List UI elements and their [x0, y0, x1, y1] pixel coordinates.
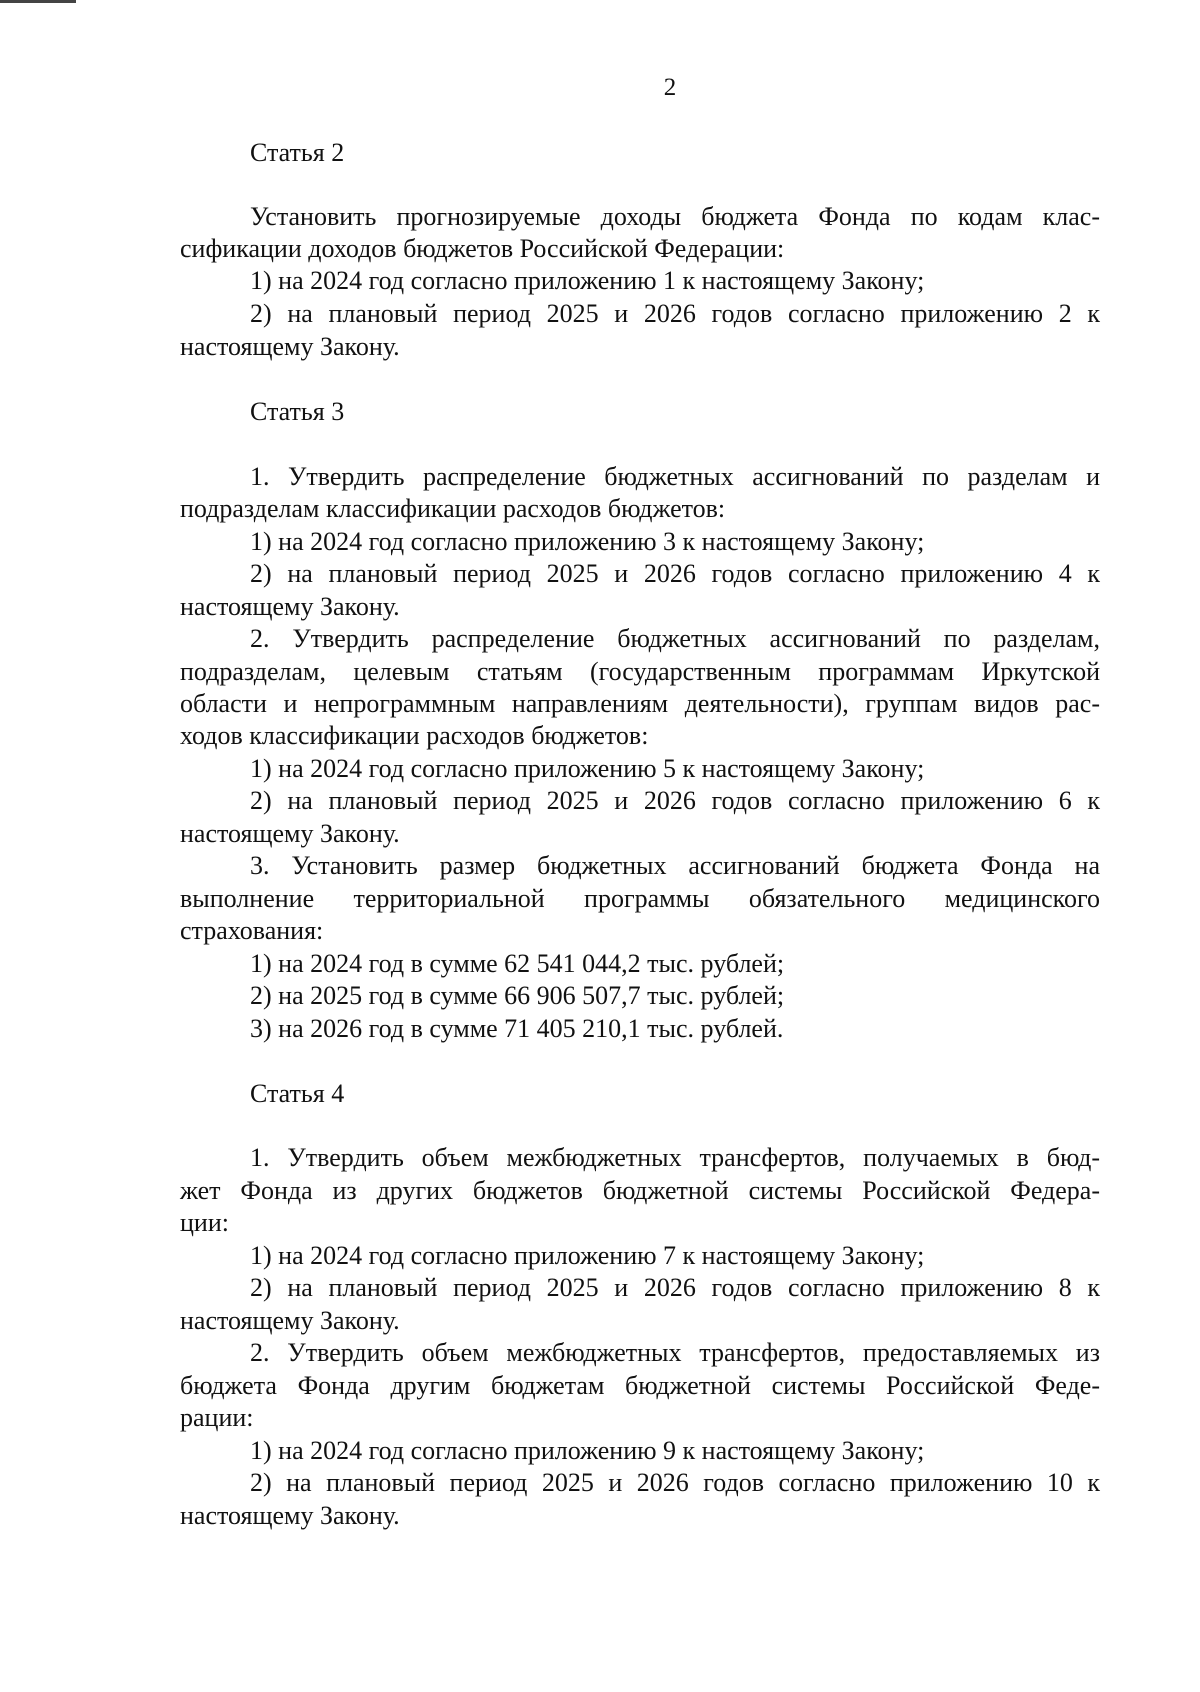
- article-4-line: 2) на плановый период 2025 и 2026 годов согласно приложению 8 к: [250, 1273, 1100, 1302]
- article-3-line: настоящему Закону.: [180, 819, 400, 848]
- article-2-line: 2) на плановый период 2025 и 2026 годов согласно приложению 2 к: [250, 299, 1100, 328]
- article-3-line: 3. Установить размер бюджетных ассигнований бюджета Фонда на: [250, 851, 1100, 880]
- article-4-line: рации:: [180, 1403, 254, 1432]
- article-3-line: 2) на плановый период 2025 и 2026 годов согласно приложению 4 к: [250, 559, 1100, 588]
- article-3-line: 1) на 2024 год согласно приложению 5 к настоящему Закону;: [250, 754, 925, 783]
- article-3-line: 1) на 2024 год в сумме 62 541 044,2 тыс. рублей;: [250, 949, 785, 978]
- article-4-line: 1) на 2024 год согласно приложению 7 к настоящему Закону;: [250, 1241, 925, 1270]
- article-4-line: настоящему Закону.: [180, 1306, 400, 1335]
- article-2-line: Установить прогнозируемые доходы бюджета Фонда по кодам клас-: [250, 202, 1100, 231]
- article-4-line: 2. Утвердить объем межбюджетных трансфертов, предоставляемых из: [250, 1338, 1100, 1367]
- article-3-line: подразделам классификации расходов бюджетов:: [180, 494, 726, 523]
- article-4-line: 1. Утвердить объем межбюджетных трансфертов, получаемых в бюд-: [250, 1143, 1100, 1172]
- article-2-heading: Статья 2: [250, 138, 345, 167]
- article-3-line: 2) на 2025 год в сумме 66 906 507,7 тыс. рублей;: [250, 981, 785, 1010]
- article-3-line: 1) на 2024 год согласно приложению 3 к настоящему Закону;: [250, 527, 925, 556]
- article-3-line: выполнение территориальной программы обязательного медицинского: [180, 884, 1100, 913]
- article-3-heading: Статья 3: [250, 397, 345, 426]
- article-2-line: 1) на 2024 год согласно приложению 1 к настоящему Закону;: [250, 266, 925, 295]
- article-3-line: 1. Утвердить распределение бюджетных ассигнований по разделам и: [250, 462, 1100, 491]
- article-3-line: настоящему Закону.: [180, 592, 400, 621]
- article-4-heading: Статья 4: [250, 1079, 345, 1108]
- article-2-line: настоящему Закону.: [180, 332, 400, 361]
- article-3-line: области и непрограммным направлениям деятельности), группам видов рас-: [180, 689, 1100, 718]
- article-2-line: сификации доходов бюджетов Российской Федерации:: [180, 234, 785, 263]
- article-4-line: ции:: [180, 1208, 229, 1237]
- article-4-line: жет Фонда из других бюджетов бюджетной системы Российской Федера-: [180, 1176, 1100, 1205]
- article-3-line: 2) на плановый период 2025 и 2026 годов согласно приложению 6 к: [250, 786, 1100, 815]
- article-3-line: страхования:: [180, 916, 324, 945]
- page-number: 2: [663, 74, 677, 101]
- article-4-line: настоящему Закону.: [180, 1501, 400, 1530]
- article-3-line: 3) на 2026 год в сумме 71 405 210,1 тыс. рублей.: [250, 1014, 784, 1043]
- article-4-line: 2) на плановый период 2025 и 2026 годов согласно приложению 10 к: [250, 1468, 1100, 1497]
- scan-edge-mark: [0, 0, 76, 3]
- article-4-line: 1) на 2024 год согласно приложению 9 к настоящему Закону;: [250, 1436, 925, 1465]
- article-3-line: ходов классификации расходов бюджетов:: [180, 721, 649, 750]
- article-3-line: 2. Утвердить распределение бюджетных ассигнований по разделам,: [250, 624, 1100, 653]
- article-3-line: подразделам, целевым статьям (государственным программам Иркутской: [180, 657, 1100, 686]
- article-4-line: бюджета Фонда другим бюджетам бюджетной системы Российской Феде-: [180, 1371, 1100, 1400]
